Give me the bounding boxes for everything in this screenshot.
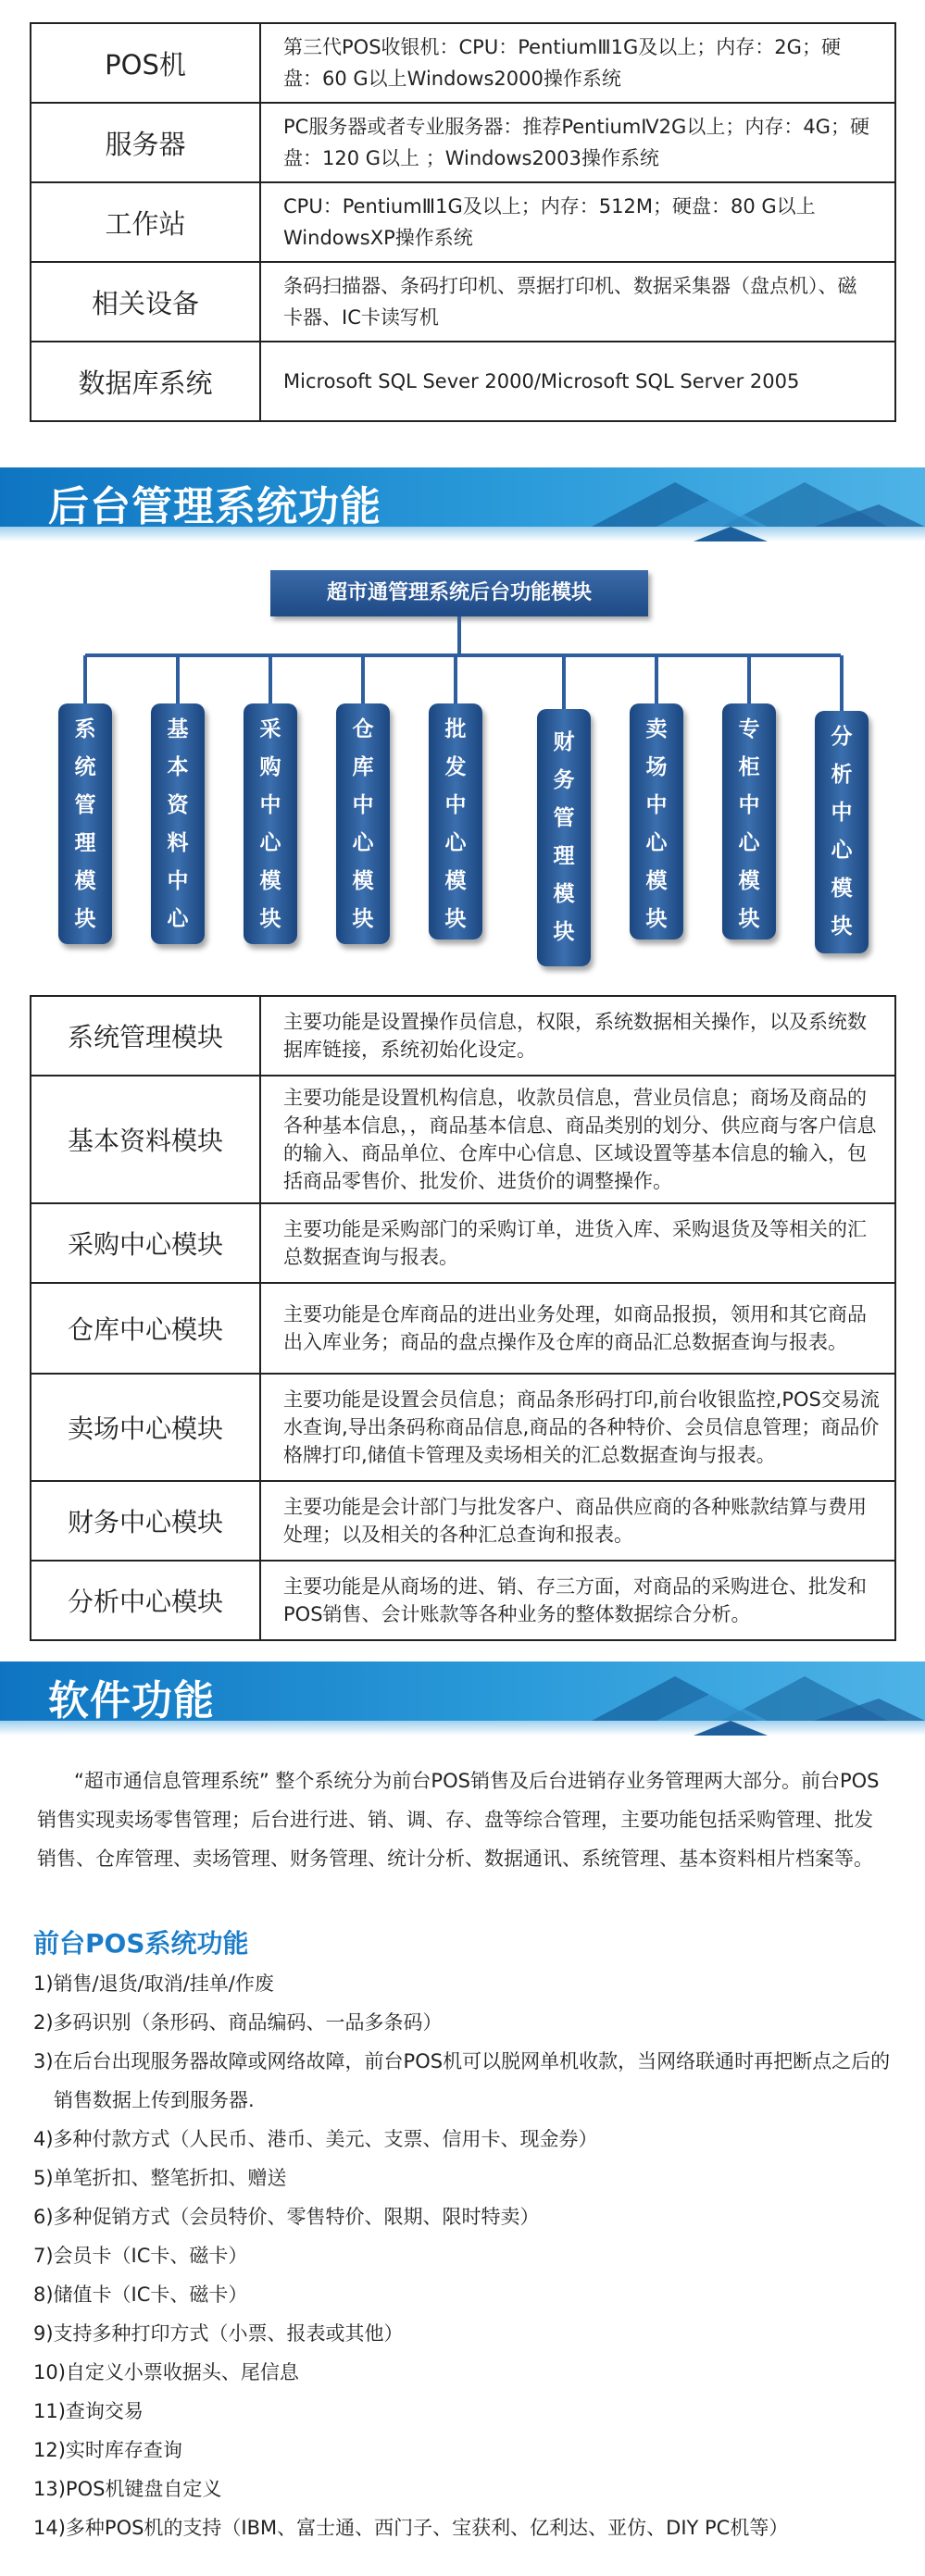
pos-feature-item: 7)会员卡（IC卡、磁卡） <box>33 2245 248 2267</box>
module-name-cell: 分析中心模块 <box>31 1561 260 1640</box>
pos-feature-list <box>33 1964 894 2547</box>
diagram-module-box <box>815 711 869 953</box>
hardware-row <box>31 342 895 421</box>
module-desc-cell: 主要功能是设置机构信息，收款员信息，营业员信息；商场及商品的各种基本信息，，商品基本信息、商品类别的划分、供应商与客户信息的输入、商品单位、仓库中心信息、区域设置等基本信息的输入，包括商品零售价、批发价、进货价的调整操作。 <box>260 1076 895 1203</box>
banner-triangles-decoration <box>444 1661 925 1739</box>
module-row <box>31 1481 895 1561</box>
module-diagram <box>0 555 925 981</box>
diagram-module-label: 采购中心模块 <box>259 717 281 931</box>
pos-feature-item: 8)储值卡（IC卡、磁卡） <box>33 2284 248 2306</box>
module-name-cell: 财务中心模块 <box>31 1481 260 1561</box>
hardware-row <box>31 262 895 342</box>
module-name-cell: 基本资料模块 <box>31 1076 260 1203</box>
hardware-desc-cell: CPU：PentiumⅢ1G及以上；内存：512M；硬盘：80 G以上WindowsXP操作系统 <box>260 182 895 262</box>
module-desc-cell: 主要功能是采购部门的采购订单，进货入库、采购退货及等相关的汇总数据查询与报表。 <box>260 1203 895 1283</box>
pos-feature-item: 14)多种POS机的支持（IBM、富士通、西门子、宝获利、亿利达、亚仿、DIY PC机等） <box>33 2517 789 2539</box>
pos-feature-item: 3)在后台出现服务器故障或网络故障，前台POS机可以脱网单机收款，当网络联通时再把断点之后的销售数据上传到服务器. <box>33 2050 891 2111</box>
pos-feature-item: 6)多种促销方式（会员特价、零售特价、限期、限时特卖） <box>33 2206 540 2228</box>
diagram-module-label: 基本资料中心 <box>167 717 189 931</box>
hardware-name-cell: 服务器 <box>31 103 260 182</box>
diagram-module-label: 专柜中心模块 <box>738 717 760 931</box>
module-row <box>31 996 895 1076</box>
diagram-module-label: 批发中心模块 <box>444 717 467 931</box>
hardware-name-cell: 数据库系统 <box>31 342 260 421</box>
pos-features-title: 前台POS系统功能 <box>33 1928 249 1959</box>
diagram-module-box <box>336 703 390 944</box>
hardware-row <box>31 103 895 182</box>
software-intro-paragraph: “超市通信息管理系统” 整个系统分为前台POS销售及后台进销存业务管理两大部分。前台POS销售实现卖场零售管理；后台进行进、销、调、存、盘等综合管理，主要功能包括采购管理、批发销售、仓库管理、卖场管理、财务管理、统计分析、数据通讯、系统管理、基本资料相片档案等。 <box>37 1770 880 1870</box>
hardware-desc-cell: Microsoft SQL Sever 2000/Microsoft SQL Server 2005 <box>260 342 895 421</box>
software-section-banner <box>0 1661 925 1739</box>
diagram-module-box <box>722 703 776 940</box>
diagram-module-box <box>58 703 112 944</box>
pos-feature-item: 9)支持多种打印方式（小票、报表或其他） <box>33 2322 404 2345</box>
module-row <box>31 1561 895 1640</box>
hardware-row <box>31 23 895 103</box>
module-desc-cell: 主要功能是设置会员信息；商品条形码打印,前台收银监控,POS交易流水查询,导出条码称商品信息,商品的各种特价、会员信息管理；商品价格牌打印,储值卡管理及卖场相关的汇总数据查询与报表。 <box>260 1374 895 1481</box>
hardware-desc-cell: 条码扫描器、条码打印机、票据打印机、数据采集器（盘点机）、磁卡器、IC卡读写机 <box>260 262 895 342</box>
pos-feature-item: 10)自定义小票收据头、尾信息 <box>33 2361 299 2383</box>
module-name-cell: 系统管理模块 <box>31 996 260 1076</box>
module-name-cell: 卖场中心模块 <box>31 1374 260 1481</box>
hardware-name-cell: POS机 <box>31 23 260 103</box>
diagram-module-label: 仓库中心模块 <box>352 717 374 931</box>
module-desc-cell: 主要功能是仓库商品的进出业务处理，如商品报损，领用和其它商品出入库业务；商品的盘点操作及仓库的商品汇总数据查询与报表。 <box>260 1283 895 1374</box>
module-desc-cell: 主要功能是设置操作员信息，权限，系统数据相关操作，以及系统数据库链接，系统初始化设定。 <box>260 996 895 1076</box>
module-row <box>31 1203 895 1283</box>
diagram-module-label: 系统管理模块 <box>74 717 96 931</box>
module-desc-cell: 主要功能是会计部门与批发客户、商品供应商的各种账款结算与费用处理；以及相关的各种汇总查询和报表。 <box>260 1481 895 1561</box>
hardware-desc-cell: PC服务器或者专业服务器：推荐PentiumⅣ2G以上；内存：4G；硬盘：120 G以上 ；Windows2003操作系统 <box>260 103 895 182</box>
diagram-module-box <box>151 703 205 944</box>
section-title: 软件功能 <box>48 1677 215 1724</box>
diagram-root-box: 超市通管理系统后台功能模块 <box>270 570 648 616</box>
section-title: 后台管理系统功能 <box>48 483 381 530</box>
module-desc-cell: 主要功能是从商场的进、销、存三方面，对商品的采购进仓、批发和POS销售、会计账款等各种业务的整体数据综合分析。 <box>260 1561 895 1640</box>
diagram-module-box <box>630 703 683 940</box>
module-table <box>30 995 896 1641</box>
module-row <box>31 1374 895 1481</box>
banner-triangles-decoration <box>444 467 925 545</box>
pos-feature-item: 5)单笔折扣、整笔折扣、赠送 <box>33 2167 287 2189</box>
pos-feature-item: 2)多码识别（条形码、商品编码、一品多条码） <box>33 2011 443 2034</box>
pos-feature-item: 13)POS机键盘自定义 <box>33 2478 222 2500</box>
pos-feature-item: 4)多种付款方式（人民币、港币、美元、支票、信用卡、现金券） <box>33 2128 598 2150</box>
diagram-module-box <box>244 703 297 944</box>
backend-section-banner <box>0 467 925 545</box>
pos-feature-item: 11)查询交易 <box>33 2400 144 2422</box>
hardware-name-cell: 工作站 <box>31 182 260 262</box>
module-name-cell: 仓库中心模块 <box>31 1283 260 1374</box>
diagram-module-label: 财务管理模块 <box>553 730 575 944</box>
diagram-module-label: 分析中心模块 <box>831 725 853 939</box>
pos-feature-item: 12)实时库存查询 <box>33 2439 182 2461</box>
diagram-module-label: 卖场中心模块 <box>645 717 668 931</box>
diagram-module-box <box>429 703 482 940</box>
hardware-desc-cell: 第三代POS收银机：CPU：PentiumⅢ1G及以上；内存：2G；硬盘：60 G以上Windows2000操作系统 <box>260 23 895 103</box>
module-row <box>31 1283 895 1374</box>
module-row <box>31 1076 895 1203</box>
hardware-row <box>31 182 895 262</box>
diagram-module-box <box>537 709 591 966</box>
hardware-table <box>30 22 896 422</box>
pos-feature-item: 1)销售/退货/取消/挂单/作废 <box>33 1972 274 1995</box>
hardware-name-cell: 相关设备 <box>31 262 260 342</box>
module-name-cell: 采购中心模块 <box>31 1203 260 1283</box>
